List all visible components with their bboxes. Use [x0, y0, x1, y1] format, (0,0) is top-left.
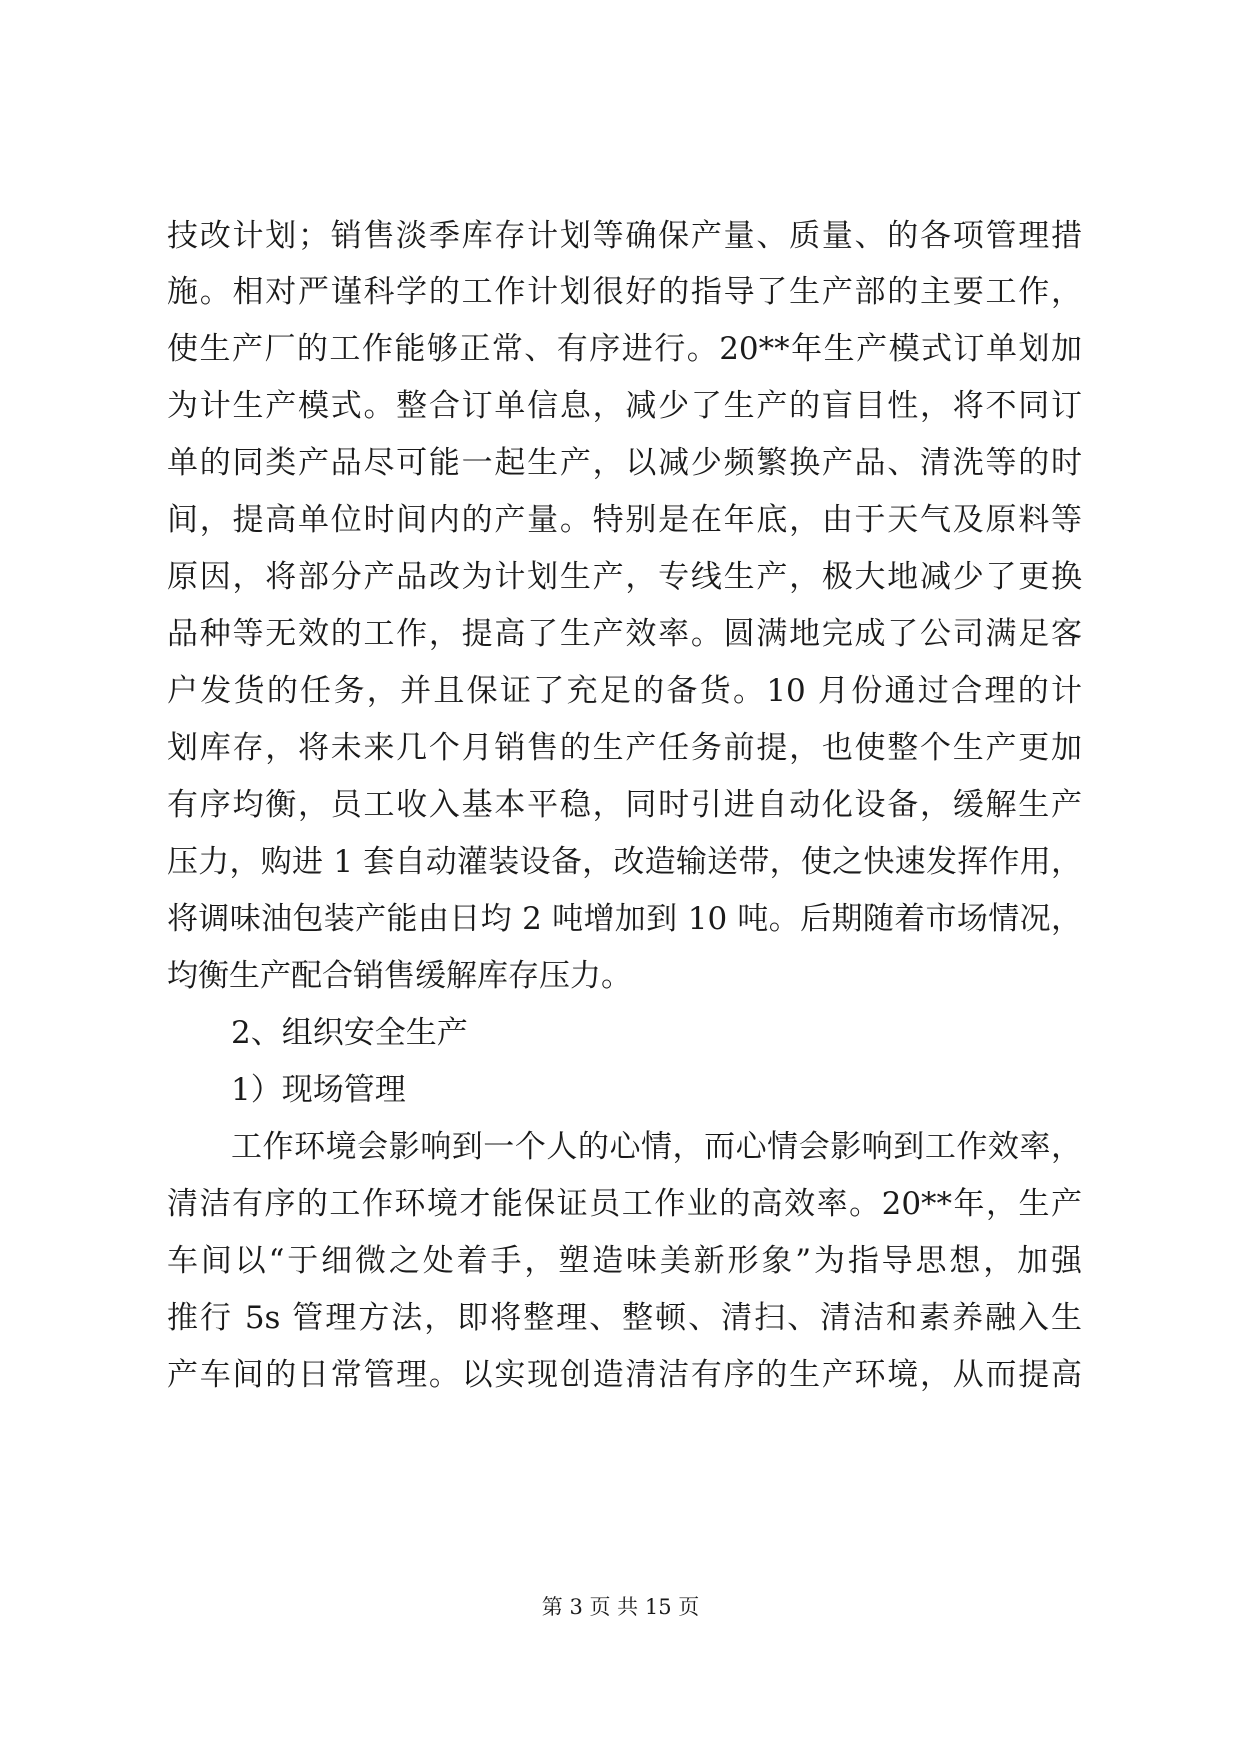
paragraph-line: 产车间的日常管理。以实现创造清洁有序的生产环境，从而提高: [167, 1357, 1082, 1393]
paragraph-line: 品种等无效的工作，提高了生产效率。圆满地完成了公司满足客: [167, 616, 1082, 652]
paragraph-line: 将调味油包装产能由日均 2 吨增加到 10 吨。后期随着市场情况，: [167, 901, 1082, 937]
paragraph-line: 原因，将部分产品改为计划生产，专线生产，极大地减少了更换: [167, 559, 1082, 595]
paragraph-line: 间，提高单位时间内的产量。特别是在年底，由于天气及原料等: [167, 502, 1082, 538]
paragraph-line: 有序均衡，员工收入基本平稳，同时引进自动化设备，缓解生产: [167, 787, 1082, 823]
paragraph-line: 单的同类产品尽可能一起生产，以减少频繁换产品、清洗等的时: [167, 445, 1082, 481]
paragraph-line: 清洁有序的工作环境才能保证员工作业的高效率。20**年，生产: [167, 1186, 1082, 1222]
paragraph-line: 使生产厂的工作能够正常、有序进行。20**年生产模式订单划加: [167, 331, 1082, 367]
paragraph-line: 技改计划；销售淡季库存计划等确保产量、质量、的各项管理措: [167, 218, 1082, 254]
paragraph-line: 压力，购进 1 套自动灌装设备，改造输送带，使之快速发挥作用，: [167, 844, 1082, 880]
paragraph-line: 均衡生产配合销售缓解库存压力。: [167, 958, 632, 994]
paragraph-line: 为计生产模式。整合订单信息，减少了生产的盲目性，将不同订: [167, 388, 1082, 424]
paragraph-line: 车间以“于细微之处着手，塑造味美新形象”为指导思想，加强: [167, 1243, 1082, 1279]
paragraph-line: 划库存，将未来几个月销售的生产任务前提，也使整个生产更加: [167, 730, 1082, 766]
section-heading: 2、组织安全生产: [231, 1015, 468, 1051]
paragraph-line: 推行 5s 管理方法，即将整理、整顿、清扫、清洁和素养融入生: [167, 1300, 1082, 1336]
page-footer: 第 3 页 共 15 页: [541, 1595, 700, 1619]
paragraph-line: 工作环境会影响到一个人的心情，而心情会影响到工作效率，: [231, 1129, 1082, 1165]
paragraph-line: 户发货的任务，并且保证了充足的备货。10 月份通过合理的计: [167, 673, 1082, 709]
subsection-heading: 1）现场管理: [231, 1072, 406, 1108]
paragraph-line: 施。相对严谨科学的工作计划很好的指导了生产部的主要工作，: [167, 274, 1082, 310]
